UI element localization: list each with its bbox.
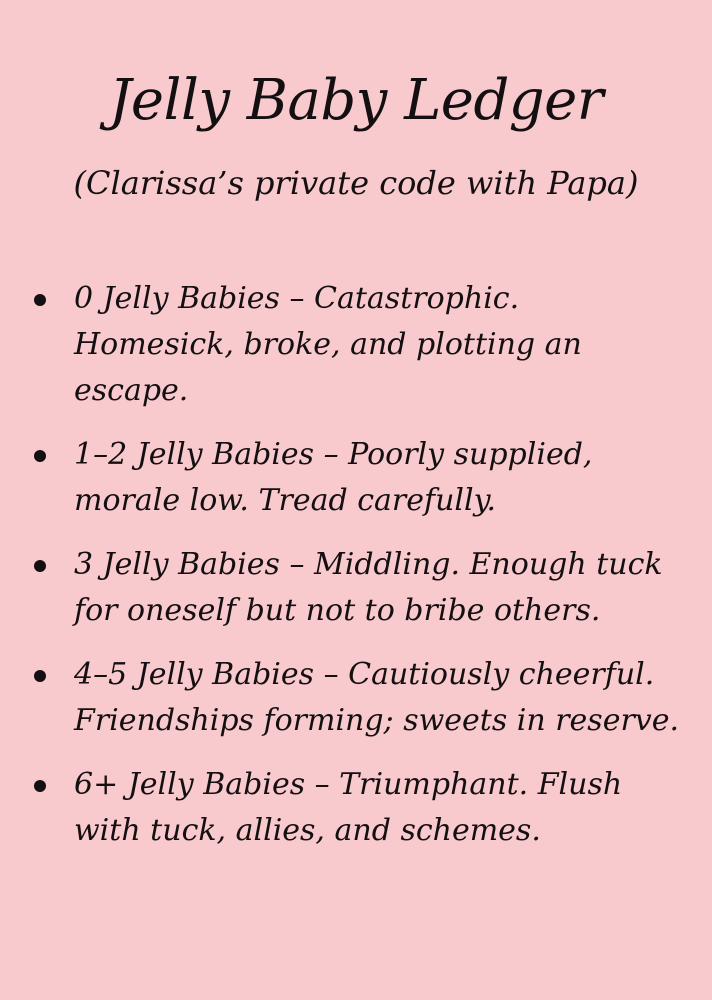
page-subtitle: (Clarissa’s private code with Papa) [73, 164, 639, 202]
ledger-entry-text: 3 Jelly Babies – Middling. Enough tuck for oneself but not to bribe others. [74, 547, 663, 628]
ledger-entry-2 [34, 542, 684, 634]
page-title: Jelly Baby Ledger [108, 68, 604, 133]
bullet-icon [34, 294, 46, 306]
bullet-icon [34, 670, 46, 682]
ledger-entry-text: 4–5 Jelly Babies – Cautiously cheerful. Friendships forming; sweets in reserve. [74, 657, 680, 738]
ledger-entry-text: 1–2 Jelly Babies – Poorly supplied, morale low. Tread carefully. [74, 437, 593, 518]
ledger-entry-text: 6+ Jelly Babies – Triumphant. Flush with tuck, allies, and schemes. [74, 767, 623, 848]
bullet-icon [34, 780, 46, 792]
ledger-list [34, 276, 684, 872]
ledger-entry-text: 0 Jelly Babies – Catastrophic. Homesick, broke, and plotting an escape. [74, 281, 582, 408]
ledger-entry-0 [34, 276, 684, 414]
bullet-icon [34, 450, 46, 462]
ledger-entry-4 [34, 762, 684, 854]
bullet-icon [34, 560, 46, 572]
ledger-entry-1 [34, 432, 684, 524]
ledger-entry-3 [34, 652, 684, 744]
